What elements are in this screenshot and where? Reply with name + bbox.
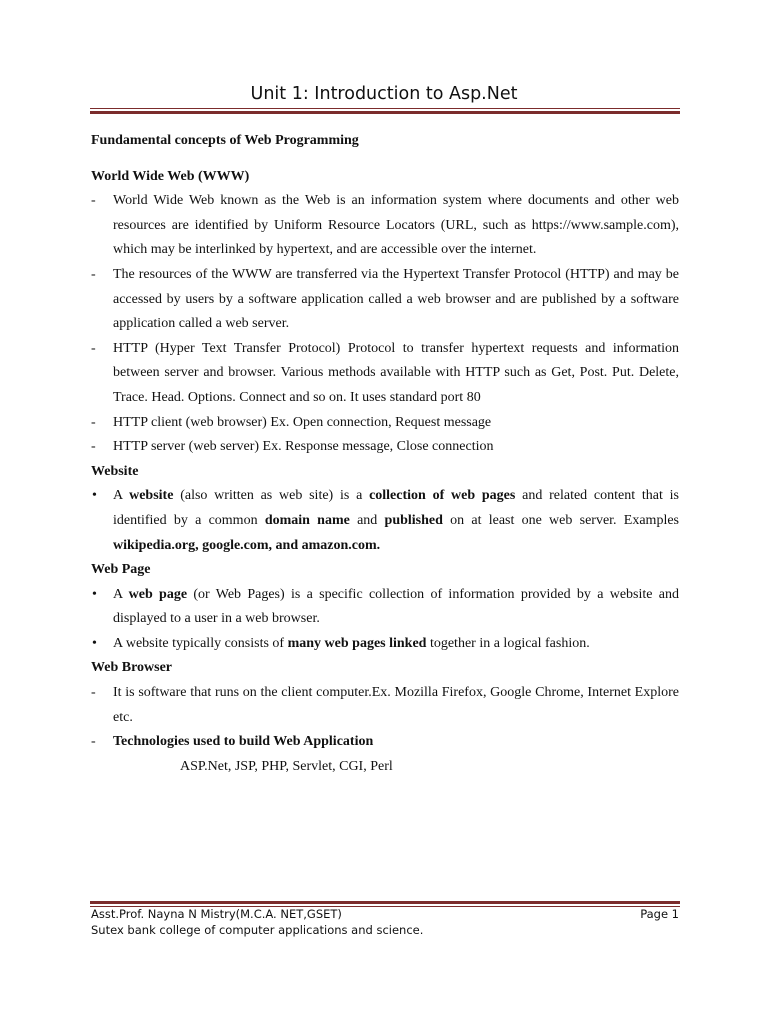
webpage-item: • A web page (or Web Pages) is a specific collection of information provided by a website and displayed to a user in a web browser. [91,583,679,632]
www-item: - HTTP (Hyper Text Transfer Protocol) Protocol to transfer hypertext requests and information between server and browser. Various methods available with HTTP such as Get, Post. Put. Delete, Trace. Head. Options. Connect and so on. It uses standard port 80 [91,337,679,411]
dash-marker: - [91,266,96,282]
header-rule [90,111,680,114]
dash-marker: - [91,340,96,356]
tech-heading-item [91,730,679,755]
footer-rule [90,901,680,904]
page-footer [91,906,679,938]
webpage-item: • A website typically consists of many web pages linked together in a logical fashion. [91,632,679,657]
bullet-marker: • [92,635,97,651]
page-number: Page 1 [640,907,679,921]
document-body [91,129,679,779]
dash-marker: - [91,414,96,430]
dash-marker: - [91,734,96,750]
tech-heading: Technologies used to build Web Application [113,734,374,750]
dash-marker: - [91,439,96,455]
bullet-marker: • [92,488,97,504]
footer-author: Asst.Prof. Nayna N Mistry(M.C.A. NET,GSET) [91,907,342,921]
browser-heading: Web Browser [91,660,173,676]
tech-list: ASP.Net, JSP, PHP, Servlet, CGI, Perl [180,758,393,774]
browser-item: - It is software that runs on the client computer.Ex. Mozilla Firefox, Google Chrome, Internet Explore etc. [91,681,679,730]
website-heading: Website [91,463,139,479]
www-item: - HTTP server (web server) Ex. Response message, Close connection [91,435,679,460]
www-item: - World Wide Web known as the Web is an information system where documents and other web resources are identified by Uniform Resource Locators (URL, such as https://www.sample.com), which may be interlinked by hypertext, and are accessible over the internet. [91,189,679,263]
www-item: - The resources of the WWW are transferred via the Hypertext Transfer Protocol (HTTP) and may be accessed by users by a software application called a web browser and are published by a software application called a web server. [91,263,679,337]
webpage-heading: Web Page [91,562,151,578]
website-item: • A website (also written as web site) is a collection of web pages and related content that is identified by a common domain name and published on at least one web server. Examples wikipedia.org, google.com, and amazon.com. [91,484,679,558]
footer-college: Sutex bank college of computer applications and science. [91,923,424,937]
www-item: - HTTP client (web browser) Ex. Open connection, Request message [91,411,679,436]
page-header-title: Unit 1: Introduction to Asp.Net [250,84,518,104]
www-heading: World Wide Web (WWW) [91,168,250,184]
dash-marker: - [91,193,96,209]
dash-marker: - [91,685,96,701]
main-heading: Fundamental concepts of Web Programming [91,133,359,148]
bullet-marker: • [92,586,97,602]
